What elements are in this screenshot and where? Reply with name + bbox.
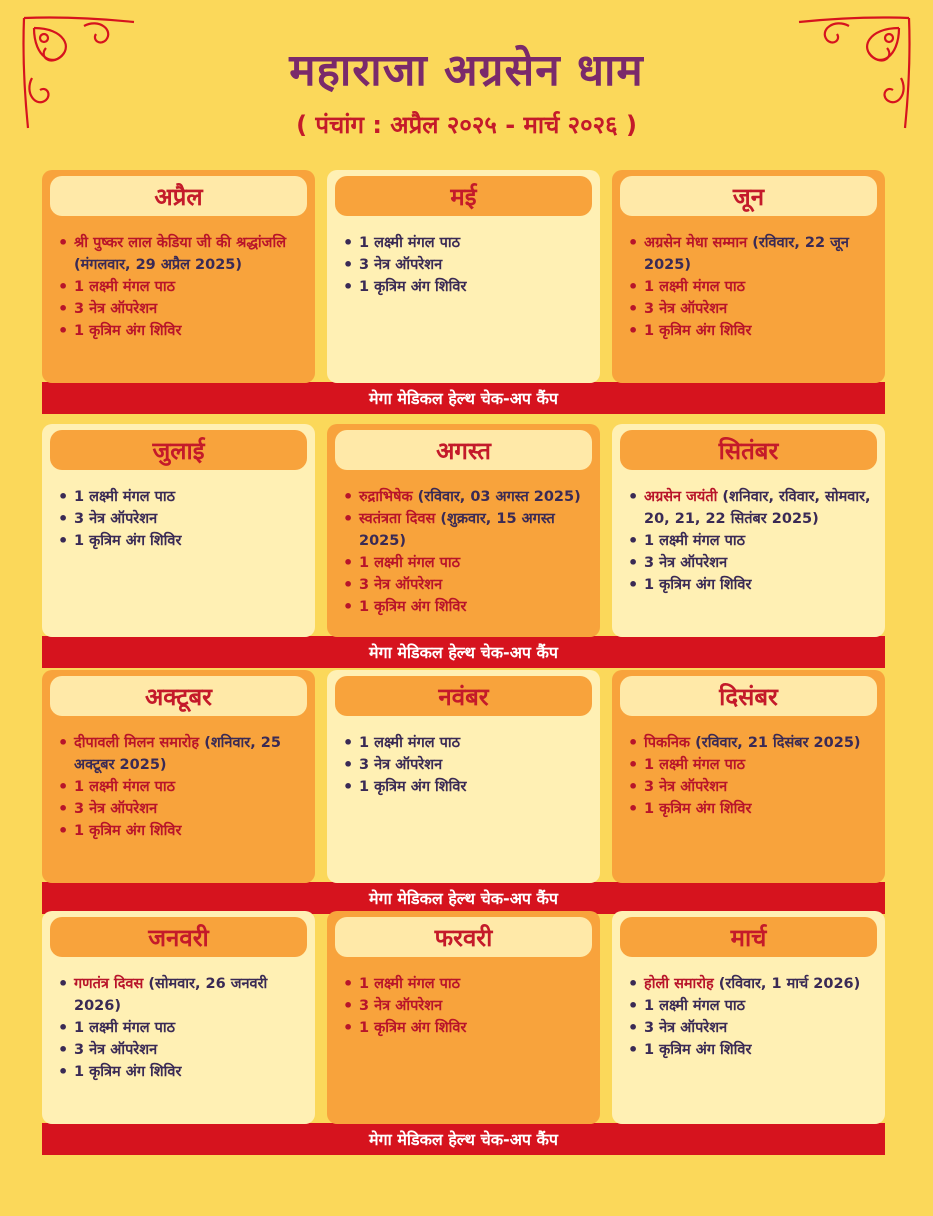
month-name: मई bbox=[335, 176, 592, 216]
month-name: जुलाई bbox=[50, 430, 307, 470]
event-text: दीपावली मिलन समारोह bbox=[74, 735, 200, 751]
event-text: 1 लक्ष्मी मंगल पाठ bbox=[359, 976, 461, 992]
event-item bbox=[626, 1017, 877, 1039]
month-card bbox=[42, 424, 315, 637]
event-item bbox=[341, 973, 592, 995]
month-card bbox=[42, 670, 315, 883]
event-list bbox=[50, 732, 307, 842]
event-item bbox=[341, 552, 592, 574]
event-date: (शुक्रवार, 15 अगस्त 2025) bbox=[359, 511, 555, 549]
event-item bbox=[626, 298, 877, 320]
event-text: 1 कृत्रिम अंग शिविर bbox=[359, 779, 467, 795]
page-subtitle: ( पंचांग : अप्रैल २०२५ - मार्च २०२६ ) bbox=[296, 111, 637, 139]
event-text: 3 नेत्र ऑपरेशन bbox=[74, 511, 158, 527]
event-item bbox=[626, 486, 877, 530]
event-item bbox=[56, 508, 307, 530]
event-text: 1 कृत्रिम अंग शिविर bbox=[74, 533, 182, 549]
month-card bbox=[612, 424, 885, 637]
event-list bbox=[620, 973, 877, 1061]
event-item bbox=[341, 574, 592, 596]
event-item bbox=[626, 530, 877, 552]
event-item bbox=[626, 732, 877, 754]
event-text: 3 नेत्र ऑपरेशन bbox=[644, 779, 728, 795]
event-item bbox=[341, 776, 592, 798]
event-list bbox=[50, 973, 307, 1083]
event-text: 1 कृत्रिम अंग शिविर bbox=[644, 577, 752, 593]
page-title: महाराजा अग्रसेन धाम bbox=[289, 45, 644, 96]
month-name: अप्रैल bbox=[50, 176, 307, 216]
month-card bbox=[327, 911, 600, 1124]
event-date: (शनिवार, 25 अक्टूबर 2025) bbox=[74, 735, 281, 773]
month-row bbox=[42, 670, 885, 883]
month-name: अगस्त bbox=[335, 430, 592, 470]
event-item bbox=[626, 232, 877, 276]
month-card bbox=[42, 170, 315, 383]
event-item bbox=[56, 732, 307, 776]
event-item bbox=[341, 276, 592, 298]
event-text: होली समारोह bbox=[644, 976, 714, 992]
event-text: 1 कृत्रिम अंग शिविर bbox=[644, 1042, 752, 1058]
event-item bbox=[341, 254, 592, 276]
event-date: (मंगलवार, 29 अप्रैल 2025) bbox=[74, 257, 243, 273]
event-text: 3 नेत्र ऑपरेशन bbox=[359, 998, 443, 1014]
event-item bbox=[626, 754, 877, 776]
event-item bbox=[341, 486, 592, 508]
event-item bbox=[341, 508, 592, 552]
event-text: रुद्राभिषेक bbox=[359, 489, 413, 505]
quarter-block bbox=[42, 911, 885, 1155]
event-text: 3 नेत्र ऑपरेशन bbox=[74, 301, 158, 317]
event-text: 1 कृत्रिम अंग शिविर bbox=[644, 323, 752, 339]
event-list bbox=[335, 486, 592, 618]
event-item bbox=[626, 574, 877, 596]
event-text: 1 कृत्रिम अंग शिविर bbox=[359, 279, 467, 295]
event-list bbox=[620, 232, 877, 342]
event-item bbox=[56, 276, 307, 298]
event-text: श्री पुष्कर लाल केडिया जी की श्रद्धांजलि bbox=[74, 235, 287, 251]
event-item bbox=[341, 754, 592, 776]
month-card bbox=[612, 670, 885, 883]
event-text: 1 लक्ष्मी मंगल पाठ bbox=[74, 489, 176, 505]
event-text: 1 कृत्रिम अंग शिविर bbox=[74, 1064, 182, 1080]
event-item bbox=[56, 486, 307, 508]
quarter-block bbox=[42, 670, 885, 914]
event-text: 1 लक्ष्मी मंगल पाठ bbox=[644, 998, 746, 1014]
health-camp-banner: मेगा मेडिकल हेल्थ चेक-अप कैंप bbox=[42, 1123, 885, 1155]
event-date: (रविवार, 1 मार्च 2026) bbox=[718, 976, 861, 992]
event-text: 1 लक्ष्मी मंगल पाठ bbox=[74, 1020, 176, 1036]
event-date: (शनिवार, रविवार, सोमवार, 20, 21, 22 सितंबर 2025) bbox=[644, 489, 871, 527]
month-name: दिसंबर bbox=[620, 676, 877, 716]
event-item bbox=[626, 995, 877, 1017]
health-camp-banner: मेगा मेडिकल हेल्थ चेक-अप कैंप bbox=[42, 382, 885, 414]
event-list bbox=[335, 732, 592, 798]
event-item bbox=[341, 995, 592, 1017]
month-card bbox=[612, 911, 885, 1124]
month-name: सितंबर bbox=[620, 430, 877, 470]
event-text: 1 लक्ष्मी मंगल पाठ bbox=[644, 279, 746, 295]
event-text: 3 नेत्र ऑपरेशन bbox=[644, 301, 728, 317]
event-item bbox=[341, 732, 592, 754]
event-text: 3 नेत्र ऑपरेशन bbox=[359, 257, 443, 273]
event-text: 1 कृत्रिम अंग शिविर bbox=[644, 801, 752, 817]
event-list bbox=[50, 232, 307, 342]
event-text: 1 लक्ष्मी मंगल पाठ bbox=[74, 779, 176, 795]
event-date: (रविवार, 03 अगस्त 2025) bbox=[417, 489, 581, 505]
event-text: 3 नेत्र ऑपरेशन bbox=[359, 757, 443, 773]
month-name: अक्टूबर bbox=[50, 676, 307, 716]
event-text: 3 नेत्र ऑपरेशन bbox=[644, 1020, 728, 1036]
event-text: 1 कृत्रिम अंग शिविर bbox=[359, 599, 467, 615]
event-text: स्वतंत्रता दिवस bbox=[359, 511, 436, 527]
event-item bbox=[56, 776, 307, 798]
event-text: 1 कृत्रिम अंग शिविर bbox=[74, 823, 182, 839]
event-text: अग्रसेन मेधा सम्मान bbox=[644, 235, 748, 251]
event-text: 3 नेत्र ऑपरेशन bbox=[74, 1042, 158, 1058]
month-name: नवंबर bbox=[335, 676, 592, 716]
health-camp-banner: मेगा मेडिकल हेल्थ चेक-अप कैंप bbox=[42, 882, 885, 914]
event-text: 1 लक्ष्मी मंगल पाठ bbox=[644, 757, 746, 773]
event-item bbox=[626, 276, 877, 298]
event-item bbox=[626, 552, 877, 574]
quarter-block bbox=[42, 170, 885, 414]
event-text: 1 कृत्रिम अंग शिविर bbox=[74, 323, 182, 339]
month-name: जून bbox=[620, 176, 877, 216]
event-text: 1 लक्ष्मी मंगल पाठ bbox=[359, 555, 461, 571]
event-item bbox=[56, 1017, 307, 1039]
event-date: (रविवार, 22 जून 2025) bbox=[644, 235, 849, 273]
event-item bbox=[56, 320, 307, 342]
event-item bbox=[626, 776, 877, 798]
quarter-block bbox=[42, 424, 885, 668]
month-card bbox=[42, 911, 315, 1124]
event-item bbox=[341, 596, 592, 618]
event-text: 1 कृत्रिम अंग शिविर bbox=[359, 1020, 467, 1036]
event-text: अग्रसेन जयंती bbox=[644, 489, 718, 505]
event-item bbox=[56, 298, 307, 320]
event-list bbox=[50, 486, 307, 552]
health-camp-banner: मेगा मेडिकल हेल्थ चेक-अप कैंप bbox=[42, 636, 885, 668]
month-card bbox=[612, 170, 885, 383]
event-text: गणतंत्र दिवस bbox=[74, 976, 144, 992]
month-card bbox=[327, 170, 600, 383]
month-row bbox=[42, 424, 885, 637]
event-item bbox=[56, 820, 307, 842]
event-item bbox=[626, 320, 877, 342]
event-list bbox=[620, 732, 877, 820]
event-text: 1 लक्ष्मी मंगल पाठ bbox=[644, 533, 746, 549]
event-item bbox=[626, 798, 877, 820]
event-date: (रविवार, 21 दिसंबर 2025) bbox=[695, 735, 861, 751]
event-list bbox=[620, 486, 877, 596]
event-text: 3 नेत्र ऑपरेशन bbox=[644, 555, 728, 571]
month-name: जनवरी bbox=[50, 917, 307, 957]
event-item bbox=[56, 1061, 307, 1083]
event-item bbox=[56, 798, 307, 820]
event-date: (सोमवार, 26 जनवरी 2026) bbox=[74, 976, 268, 1014]
event-text: 1 लक्ष्मी मंगल पाठ bbox=[74, 279, 176, 295]
event-text: 3 नेत्र ऑपरेशन bbox=[74, 801, 158, 817]
event-item bbox=[341, 232, 592, 254]
event-list bbox=[335, 973, 592, 1039]
event-text: पिकनिक bbox=[644, 735, 691, 751]
event-item bbox=[56, 973, 307, 1017]
month-row bbox=[42, 170, 885, 383]
month-name: मार्च bbox=[620, 917, 877, 957]
event-item bbox=[56, 530, 307, 552]
month-card bbox=[327, 670, 600, 883]
event-item bbox=[56, 232, 307, 276]
event-text: 1 लक्ष्मी मंगल पाठ bbox=[359, 735, 461, 751]
event-item bbox=[56, 1039, 307, 1061]
event-item bbox=[626, 1039, 877, 1061]
month-card bbox=[327, 424, 600, 637]
month-row bbox=[42, 911, 885, 1124]
event-text: 3 नेत्र ऑपरेशन bbox=[359, 577, 443, 593]
event-item bbox=[341, 1017, 592, 1039]
event-text: 1 लक्ष्मी मंगल पाठ bbox=[359, 235, 461, 251]
month-name: फरवरी bbox=[335, 917, 592, 957]
event-item bbox=[626, 973, 877, 995]
event-list bbox=[335, 232, 592, 298]
